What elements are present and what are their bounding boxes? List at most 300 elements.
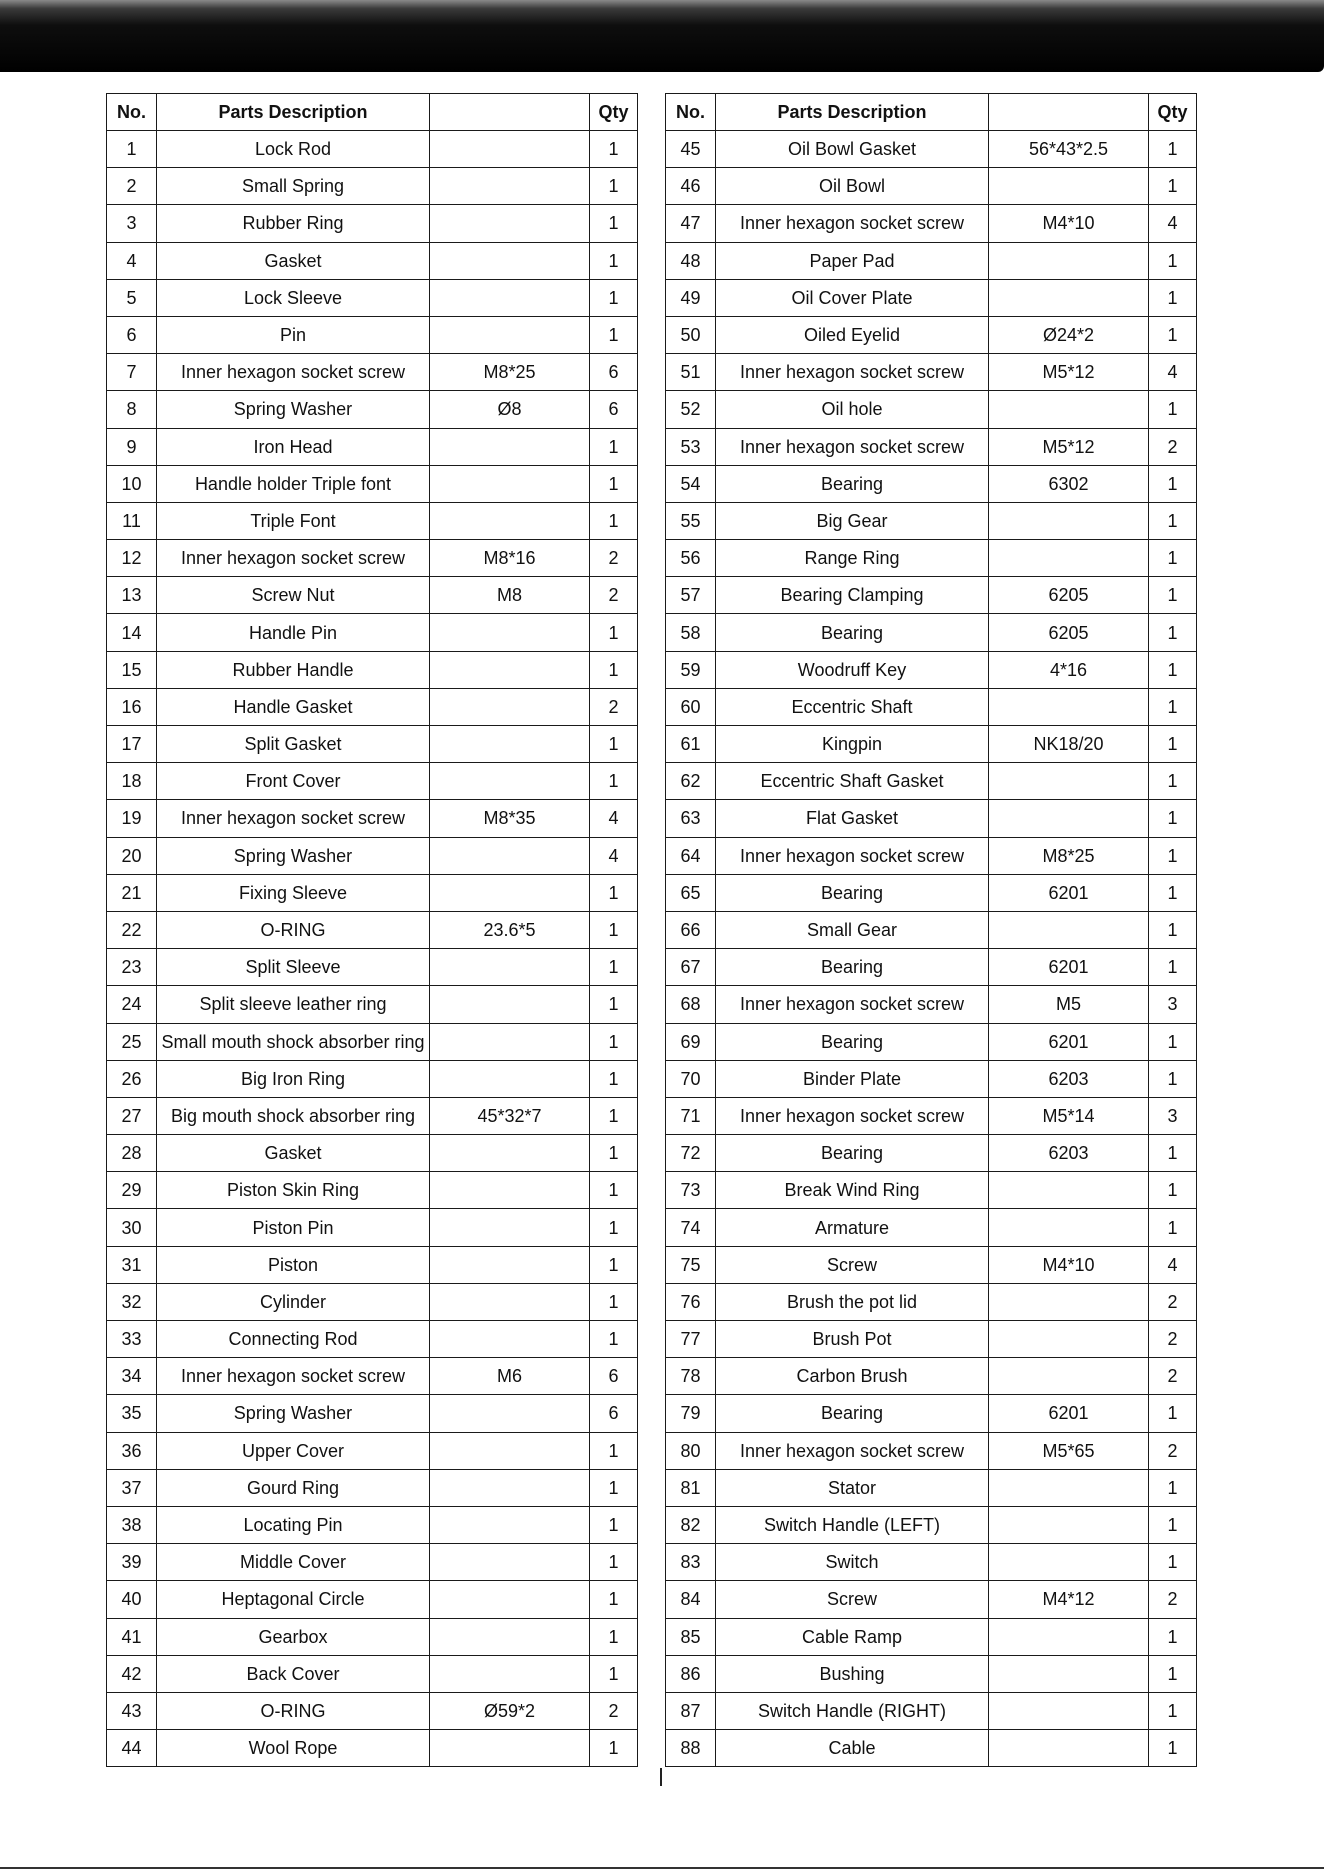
cell-spec [430,1172,590,1209]
cell-description: Bearing [716,1023,989,1060]
header-qty: Qty [1149,94,1197,131]
cell-no: 85 [666,1618,716,1655]
cell-qty: 1 [590,949,638,986]
header-spec [989,94,1149,131]
table-row [666,354,1197,391]
table-row [107,1246,638,1283]
cell-spec [430,614,590,651]
cell-no: 58 [666,614,716,651]
cell-qty: 1 [590,1209,638,1246]
cell-spec: 6302 [989,465,1149,502]
cell-qty: 1 [1149,800,1197,837]
cell-spec [989,540,1149,577]
table-row [666,1172,1197,1209]
table-row [107,1283,638,1320]
cell-spec [430,465,590,502]
cell-no: 52 [666,391,716,428]
cell-no: 61 [666,726,716,763]
cell-no: 9 [107,428,157,465]
cell-description: Oil hole [716,391,989,428]
cell-spec [430,763,590,800]
cell-no: 33 [107,1321,157,1358]
cell-description: Cylinder [157,1283,430,1320]
cell-no: 15 [107,651,157,688]
table-row [107,1321,638,1358]
table-row [666,1432,1197,1469]
cell-qty: 1 [1149,1655,1197,1692]
cell-no: 19 [107,800,157,837]
cell-description: Split sleeve leather ring [157,986,430,1023]
cell-spec [989,502,1149,539]
table-row [666,763,1197,800]
cell-spec: M8 [430,577,590,614]
table-row [666,1544,1197,1581]
table-row [107,279,638,316]
cell-spec: M4*12 [989,1581,1149,1618]
cell-qty: 1 [1149,316,1197,353]
cell-qty: 2 [590,688,638,725]
cell-qty: 1 [590,242,638,279]
cell-no: 50 [666,316,716,353]
cell-spec [989,1358,1149,1395]
cell-qty: 1 [590,316,638,353]
cell-qty: 4 [590,837,638,874]
table-row [666,837,1197,874]
cell-description: Lock Rod [157,131,430,168]
cell-spec [430,316,590,353]
table-row [666,205,1197,242]
cell-qty: 1 [1149,168,1197,205]
cell-spec: 45*32*7 [430,1097,590,1134]
header-description: Parts Description [716,94,989,131]
cell-no: 17 [107,726,157,763]
cell-description: Break Wind Ring [716,1172,989,1209]
cell-spec [430,1506,590,1543]
cell-spec [430,1730,590,1767]
cell-qty: 1 [590,1172,638,1209]
cell-no: 69 [666,1023,716,1060]
cell-qty: 1 [590,168,638,205]
footer-rule [0,1867,1324,1869]
cell-spec [430,1135,590,1172]
cell-no: 53 [666,428,716,465]
cell-no: 37 [107,1469,157,1506]
cell-qty: 1 [590,1506,638,1543]
header-qty: Qty [590,94,638,131]
cell-no: 79 [666,1395,716,1432]
cell-qty: 4 [1149,354,1197,391]
cell-description: Switch Handle (RIGHT) [716,1692,989,1729]
cell-spec [430,1060,590,1097]
cell-description: Fixing Sleeve [157,874,430,911]
cell-spec [989,168,1149,205]
cell-description: Rubber Ring [157,205,430,242]
cell-description: Inner hexagon socket screw [716,205,989,242]
table-row [666,651,1197,688]
cell-description: Upper Cover [157,1432,430,1469]
table-row [107,688,638,725]
cell-qty: 4 [1149,1246,1197,1283]
cell-description: Small mouth shock absorber ring [157,1023,430,1060]
cell-no: 64 [666,837,716,874]
cell-qty: 1 [1149,1692,1197,1729]
cell-no: 59 [666,651,716,688]
cell-no: 10 [107,465,157,502]
cell-no: 73 [666,1172,716,1209]
cell-qty: 2 [1149,428,1197,465]
cell-description: Inner hexagon socket screw [157,354,430,391]
cell-spec [989,1506,1149,1543]
cell-spec: 6205 [989,614,1149,651]
cell-no: 84 [666,1581,716,1618]
table-row [107,874,638,911]
cell-no: 47 [666,205,716,242]
cell-spec [430,1283,590,1320]
cell-description: Cable [716,1730,989,1767]
cell-spec: M4*10 [989,1246,1149,1283]
cell-description: Bearing [716,614,989,651]
cell-spec: 6205 [989,577,1149,614]
cell-qty: 6 [590,1395,638,1432]
cell-spec [430,1469,590,1506]
cell-description: Bearing [716,465,989,502]
cell-no: 20 [107,837,157,874]
cell-spec [430,1544,590,1581]
cell-description: Inner hexagon socket screw [157,800,430,837]
cell-description: Bearing [716,874,989,911]
cell-qty: 1 [590,1581,638,1618]
table-row [107,1544,638,1581]
cell-spec: 4*16 [989,651,1149,688]
table-row [666,279,1197,316]
cell-spec [430,1246,590,1283]
cell-qty: 2 [1149,1283,1197,1320]
cell-qty: 1 [1149,279,1197,316]
cell-qty: 1 [590,1321,638,1358]
cell-spec [989,763,1149,800]
cell-spec: 6203 [989,1060,1149,1097]
cell-no: 51 [666,354,716,391]
table-row [107,502,638,539]
cell-qty: 1 [590,1246,638,1283]
cell-description: Gearbox [157,1618,430,1655]
cell-description: Brush Pot [716,1321,989,1358]
cell-description: Oil Bowl Gasket [716,131,989,168]
cell-spec [430,1395,590,1432]
table-row [666,1283,1197,1320]
cell-no: 13 [107,577,157,614]
table-row [107,1432,638,1469]
cell-description: Front Cover [157,763,430,800]
cell-no: 48 [666,242,716,279]
cell-description: Spring Washer [157,391,430,428]
cell-qty: 1 [590,1544,638,1581]
cell-spec [430,131,590,168]
cell-description: Inner hexagon socket screw [716,354,989,391]
cell-spec [989,279,1149,316]
cell-description: Carbon Brush [716,1358,989,1395]
cell-no: 4 [107,242,157,279]
cell-description: Split Sleeve [157,949,430,986]
cell-spec [989,1692,1149,1729]
cell-description: Inner hexagon socket screw [157,1358,430,1395]
table-row [107,1655,638,1692]
cell-description: Locating Pin [157,1506,430,1543]
cell-description: Gourd Ring [157,1469,430,1506]
cell-qty: 1 [1149,763,1197,800]
cell-spec: 6201 [989,1395,1149,1432]
cell-qty: 1 [1149,1618,1197,1655]
cell-no: 57 [666,577,716,614]
cell-description: Bearing [716,949,989,986]
cell-spec [430,1023,590,1060]
cell-description: Small Gear [716,911,989,948]
cell-spec: NK18/20 [989,726,1149,763]
cell-description: Paper Pad [716,242,989,279]
cell-no: 77 [666,1321,716,1358]
cell-description: Screw [716,1246,989,1283]
cell-description: Handle Gasket [157,688,430,725]
table-row [107,1023,638,1060]
table-row [666,242,1197,279]
cell-spec [430,1655,590,1692]
cell-no: 71 [666,1097,716,1134]
cell-description: Piston Skin Ring [157,1172,430,1209]
table-row [666,614,1197,651]
table-row [107,1097,638,1134]
cell-no: 49 [666,279,716,316]
cell-description: O-RING [157,911,430,948]
cell-description: Switch Handle (LEFT) [716,1506,989,1543]
cell-no: 26 [107,1060,157,1097]
cell-no: 18 [107,763,157,800]
center-divider-mark [660,1768,662,1786]
cell-no: 7 [107,354,157,391]
table-row [666,1395,1197,1432]
cell-no: 22 [107,911,157,948]
cell-spec [989,1172,1149,1209]
cell-description: Spring Washer [157,837,430,874]
table-row [666,131,1197,168]
cell-spec: M5 [989,986,1149,1023]
cell-qty: 2 [1149,1581,1197,1618]
table-row [107,1172,638,1209]
cell-no: 30 [107,1209,157,1246]
table-row [107,242,638,279]
cell-spec: M5*12 [989,354,1149,391]
table-row [666,911,1197,948]
cell-spec: M8*25 [989,837,1149,874]
cell-spec [430,1209,590,1246]
cell-qty: 1 [590,1283,638,1320]
table-row [666,1655,1197,1692]
cell-spec [989,800,1149,837]
cell-spec [430,874,590,911]
cell-description: Handle holder Triple font [157,465,430,502]
cell-no: 62 [666,763,716,800]
cell-qty: 2 [590,1692,638,1729]
cell-spec: 6203 [989,1135,1149,1172]
cell-no: 68 [666,986,716,1023]
cell-description: Back Cover [157,1655,430,1692]
cell-no: 72 [666,1135,716,1172]
cell-qty: 1 [1149,1209,1197,1246]
table-row [666,1469,1197,1506]
table-row [666,1730,1197,1767]
cell-spec [430,168,590,205]
cell-qty: 1 [590,502,638,539]
cell-no: 44 [107,1730,157,1767]
cell-qty: 1 [590,726,638,763]
table-row [107,1692,638,1729]
cell-qty: 1 [1149,1506,1197,1543]
table-row [107,1506,638,1543]
cell-description: Wool Rope [157,1730,430,1767]
cell-description: Small Spring [157,168,430,205]
table-row [666,726,1197,763]
table-row [666,1097,1197,1134]
table-row [666,1023,1197,1060]
table-row [666,577,1197,614]
cell-description: Inner hexagon socket screw [157,540,430,577]
cell-qty: 1 [590,1469,638,1506]
cell-qty: 1 [1149,651,1197,688]
table-row [107,1581,638,1618]
cell-spec [989,1618,1149,1655]
cell-no: 36 [107,1432,157,1469]
cell-no: 31 [107,1246,157,1283]
cell-qty: 1 [590,614,638,651]
cell-spec: M8*25 [430,354,590,391]
table-row [666,465,1197,502]
table-row [666,1321,1197,1358]
table-row [666,540,1197,577]
cell-spec [989,1209,1149,1246]
cell-no: 87 [666,1692,716,1729]
cell-spec [430,986,590,1023]
cell-spec: M5*12 [989,428,1149,465]
table-row [107,577,638,614]
cell-no: 65 [666,874,716,911]
table-row [107,800,638,837]
cell-spec [430,279,590,316]
cell-qty: 1 [590,763,638,800]
cell-qty: 1 [1149,502,1197,539]
cell-spec: 6201 [989,1023,1149,1060]
cell-qty: 1 [590,1432,638,1469]
cell-qty: 1 [1149,1395,1197,1432]
cell-qty: 1 [1149,949,1197,986]
cell-qty: 1 [590,1730,638,1767]
cell-no: 39 [107,1544,157,1581]
cell-spec [430,726,590,763]
table-row [666,316,1197,353]
cell-no: 67 [666,949,716,986]
cell-no: 32 [107,1283,157,1320]
cell-no: 23 [107,949,157,986]
cell-no: 56 [666,540,716,577]
cell-qty: 1 [1149,465,1197,502]
header-description: Parts Description [157,94,430,131]
cell-description: Gasket [157,242,430,279]
cell-description: Heptagonal Circle [157,1581,430,1618]
cell-spec [989,242,1149,279]
cell-no: 88 [666,1730,716,1767]
cell-spec [989,1655,1149,1692]
cell-description: Eccentric Shaft Gasket [716,763,989,800]
parts-table-right [665,93,1197,1767]
cell-qty: 1 [1149,688,1197,725]
cell-qty: 1 [1149,540,1197,577]
cell-no: 16 [107,688,157,725]
cell-no: 42 [107,1655,157,1692]
table-row [666,1581,1197,1618]
table-row [107,168,638,205]
cell-no: 25 [107,1023,157,1060]
cell-qty: 1 [590,911,638,948]
cell-no: 45 [666,131,716,168]
cell-qty: 1 [1149,577,1197,614]
cell-qty: 3 [1149,1097,1197,1134]
cell-description: Gasket [157,1135,430,1172]
cell-no: 86 [666,1655,716,1692]
cell-no: 66 [666,911,716,948]
cell-no: 29 [107,1172,157,1209]
cell-qty: 2 [1149,1358,1197,1395]
cell-spec [430,837,590,874]
table-header-row [107,94,638,131]
cell-spec [989,1469,1149,1506]
cell-no: 28 [107,1135,157,1172]
cell-qty: 1 [590,1135,638,1172]
cell-qty: 1 [590,1655,638,1692]
cell-no: 2 [107,168,157,205]
cell-spec [430,651,590,688]
cell-description: Big Iron Ring [157,1060,430,1097]
table-row [107,1469,638,1506]
table-row [107,540,638,577]
cell-no: 21 [107,874,157,911]
cell-description: Kingpin [716,726,989,763]
cell-description: Flat Gasket [716,800,989,837]
cell-spec: 23.6*5 [430,911,590,948]
table-row [107,911,638,948]
cell-spec: M4*10 [989,205,1149,242]
cell-no: 35 [107,1395,157,1432]
header-spec [430,94,590,131]
table-row [666,1246,1197,1283]
table-row [107,1135,638,1172]
cell-no: 34 [107,1358,157,1395]
cell-description: Pin [157,316,430,353]
cell-description: Rubber Handle [157,651,430,688]
cell-spec [430,949,590,986]
cell-no: 75 [666,1246,716,1283]
cell-description: Split Gasket [157,726,430,763]
cell-description: Piston Pin [157,1209,430,1246]
cell-spec: M5*14 [989,1097,1149,1134]
cell-description: Piston [157,1246,430,1283]
cell-qty: 1 [590,986,638,1023]
cell-no: 3 [107,205,157,242]
table-row [666,1358,1197,1395]
table-row [666,391,1197,428]
table-row [666,688,1197,725]
cell-qty: 1 [590,1060,638,1097]
cell-description: Woodruff Key [716,651,989,688]
table-row [666,502,1197,539]
table-row [666,1692,1197,1729]
